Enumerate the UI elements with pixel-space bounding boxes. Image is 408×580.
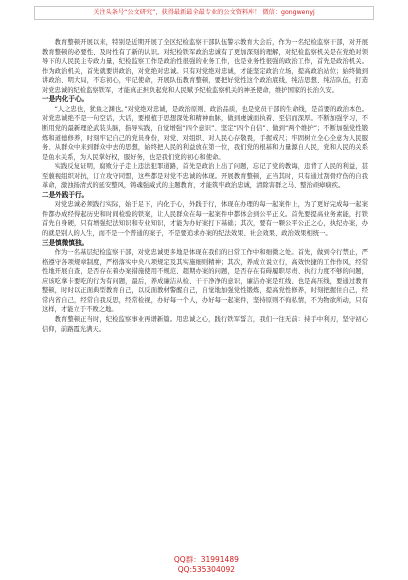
footer-qq-user: QQ:535304092 bbox=[177, 565, 236, 574]
body-paragraph: 对党忠诚必须践行实际，始于足下，内化于心，外践于行，体现在办理的每一起案件上，为了更好完成每一起案件都办成经得起历史和时间检验的铁案，让人民群众在每一起案件中都体会到公平正义。首先要提高业务素能，打铁首先自身硬，只有增强纪法知识和专业知识，才能为办好案打下基础；其次，要有一颗公平公正之心，执纪办案，办的就是别人的人生，而不是一个普通的案子，不是要追求办案的纪法效果、社会效果、政治效果相统一。 bbox=[42, 201, 368, 238]
section-heading: 三是慎微慎独。 bbox=[42, 238, 89, 247]
watermark-banner: 关注头条号“公文研究”，获得最新最全最专业的公文资料库！ 微信：gongwenyj bbox=[34, 6, 374, 20]
footer-contacts bbox=[0, 545, 408, 574]
section-heading: 一是内化于心。 bbox=[42, 95, 89, 104]
body-paragraph: 作为一名基层纪检监察干部，对党忠诚更多地是体现在我们的日常工作中和细微之处。首先，做到令行禁止，严格遵守各项规章制度，严格落实中央八项规定及其实施细则精神；其次，养成立说立行，高效快捷的工作作风，经常性地开展自查，是否存在着办案措施使用不规范、超期办案的问题，是否存在有碍履职尽责、执行力度不够的问题，应该吃拿卡要吃的行为有问题，最后，养成廉洁从检、干干净净的意识，廉洁办案是红线、也是高压线，要通过教育整顿，时时以正面典型教育自己，以反面教材警醒自己，自觉地加强党性锻炼，提高党性修养，时刻把握住自己，经常内省自己，经常自我反思，经常检视，办好每一个人，办好每一起案件，坚持原则不徇私情，不为物欲所动，只有这样，才能立于不败之地。 bbox=[42, 249, 368, 314]
section-heading: 二是外践于行。 bbox=[42, 190, 89, 199]
body-paragraph: 教育整顿开展以来，特别是近期开展了全区纪检监察干部队伍警示教育大会后，作为一名纪检监察干部，对开展教育整顿的必要性、及时性有了新的认识。对纪检铁军政治忠诚有了更加深刻的理解，对纪检监察机关是在党绝对领导下的人民民主专政力量，纪检监察工作是政治性很强的业务工作，也是业务性很强的政治工作，首先是政治机关。作为政治机关，首先就要讲政治，对党绝对忠诚。只有对党绝对忠诚，才能坚定政治立场，提高政治站位；始终做到讲政治、明大局，不忘初心，牢记使命，开展队伍教育整顿，要把好党性这个政治底线，纯洁思想、纯洁队伍，打造对党忠诚的纪检监察铁军，才能真正担负起党和人民赋予纪检监察机关的神圣使命，维护国家的长治久安。 bbox=[42, 39, 368, 94]
body-paragraph: “人之忠也，犹鱼之渊也。”对党绝对忠诚，是政治原则、政治品质，也是党员干部的生命线，是首要的政治本色。对党忠诚绝不是一句空话，大话，要根植于思想深处和精神血脉，做到虔诚而执着、至信而深厚。不断加强学习，不断用党的最新理论武装头脑，指导实践，自觉增强“四个意识”、坚定“四个自信”、做到“两个维护”；不断加强党性锻炼和道德修养，时刻牢记自己的党员身份，对党、对组织、对人民心存敬畏，手握戒尺；牢固树立全心全意为人民服务、从群众中来到群众中去的思想，始终把人民的利益放在第一位，我们党的根基和力量源自人民，党和人民的关系是鱼水关系，为人民掌好权，服好务，也是我们党的初心和使命。 bbox=[42, 105, 368, 161]
body-paragraph: 教育整顿正当时，纪检监察事业再谱新篇。用忠诚之心，践行铁军誓言，我们一往无前：持手中利刃，坚守初心信仰，前路霞光满天。 bbox=[42, 316, 368, 333]
document-body bbox=[42, 38, 368, 334]
footer-qq-group: QQ群：31991489 bbox=[173, 555, 239, 564]
body-paragraph: 实践反复证明，腐败分子走上违法犯罪道路，首先是政治上出了问题，忘记了党的教诲，违背了人民的利益，甚至藐视组织对抗，订立攻守同盟，这些都是对党不忠诚的体现。开展教育整顿，正当其时，只有通过刮骨疗伤的自我革命，激浊扬清式的延安整风，铸魂强威式的主题教育，才能筑牢政治忠诚，清除害群之马、整治顽瘴痼疾。 bbox=[42, 163, 368, 190]
